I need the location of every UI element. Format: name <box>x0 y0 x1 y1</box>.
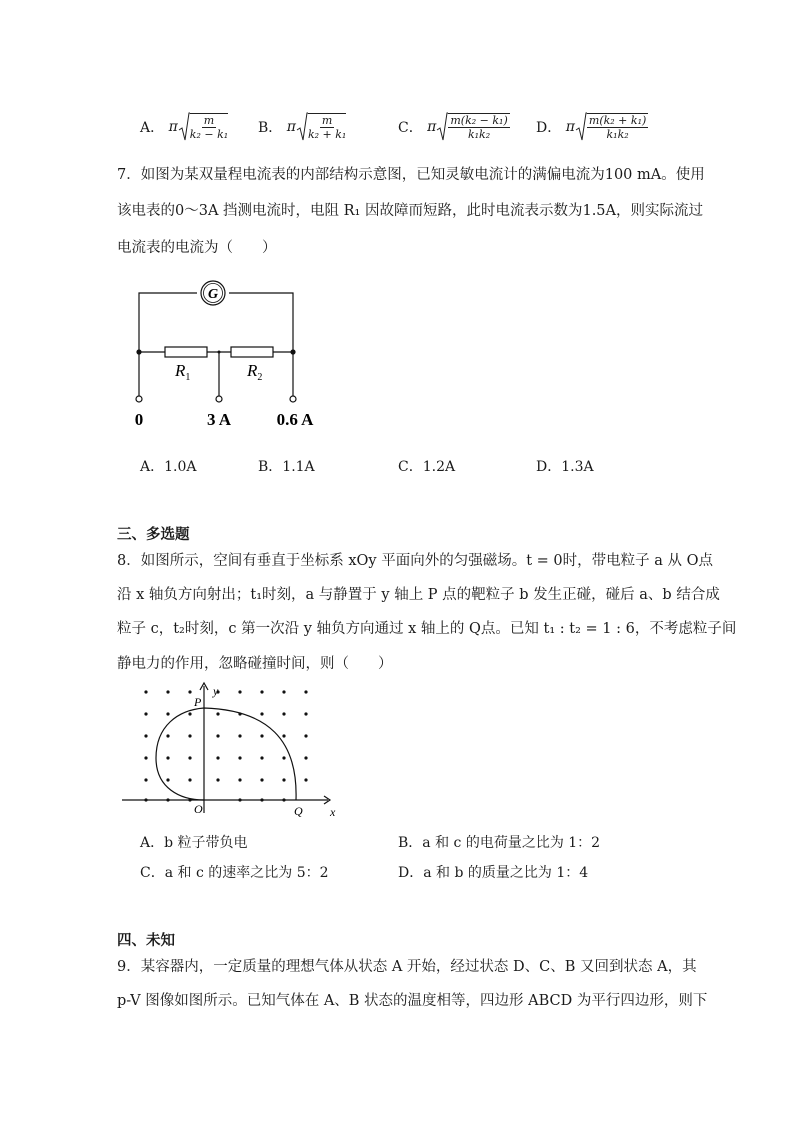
fraction-numerator: m <box>203 114 215 127</box>
terminal-06a-label: 0.6 A <box>276 410 314 429</box>
field-dot <box>282 712 285 715</box>
pi-symbol: π <box>286 119 296 135</box>
q6-option-d[interactable] <box>536 112 648 142</box>
circuit-diagram <box>125 278 335 433</box>
p-label: P <box>194 695 202 709</box>
galvanometer-label: G <box>207 287 219 302</box>
field-dot <box>144 778 147 781</box>
field-dots <box>144 690 307 801</box>
q6-option-a[interactable] <box>140 112 228 142</box>
field-dot <box>238 690 241 693</box>
junction-right <box>290 349 295 354</box>
field-dot <box>304 690 307 693</box>
junction-mid <box>218 351 221 354</box>
field-dot <box>144 756 147 759</box>
fraction-denominator: k₂ + k₁ <box>307 128 347 141</box>
resistor-r1 <box>165 347 207 357</box>
fraction-numerator: m(k₂ + k₁) <box>588 114 647 127</box>
q8-line1: 8．如图所示，空间有垂直于坐标系 xOy 平面向外的匀强磁场。t = 0时，带电粒子 a 从 O点 <box>117 553 713 569</box>
field-dot <box>216 734 219 737</box>
terminal-0-label: 0 <box>134 410 144 429</box>
fraction-numerator: m <box>321 114 333 127</box>
field-dot <box>188 778 191 781</box>
fraction-denominator: k₂ − k₁ <box>189 128 229 141</box>
field-dot <box>166 690 169 693</box>
field-dot <box>304 734 307 737</box>
sqrt-icon <box>296 112 308 142</box>
field-dot <box>144 690 147 693</box>
field-dot <box>304 756 307 759</box>
section-title-unknown: 四、未知 <box>117 932 175 949</box>
galvanometer <box>201 281 225 305</box>
q8-line2: 沿 x 轴负方向射出；t₁时刻，a 与静置于 y 轴上 P 点的靶粒子 b 发生正碰，碰后 a、b 结合成 <box>117 587 720 603</box>
terminal-0-node <box>136 396 142 402</box>
field-dot <box>238 756 241 759</box>
q7-option-b[interactable]: B．1.1A <box>258 459 315 475</box>
q8-line4: 静电力的作用，忽略碰撞时间，则（ ） <box>117 656 393 672</box>
q7-option-c[interactable]: C．1.2A <box>398 459 456 475</box>
q7-option-a[interactable]: A．1.0A <box>140 459 197 475</box>
fraction-denominator: k₁k₂ <box>606 128 629 141</box>
particle-trajectory <box>156 708 296 800</box>
magnetic-field-figure <box>118 680 338 820</box>
section-title-multi-choice: 三、多选题 <box>117 526 190 543</box>
q8-option-d[interactable]: D．a 和 b 的质量之比为 1：4 <box>398 865 589 881</box>
q7-line1: 7．如图为某双量程电流表的内部结构示意图，已知灵敏电流计的满偏电流为100 mA。使用 <box>117 167 705 183</box>
field-dot <box>260 690 263 693</box>
field-dot <box>144 734 147 737</box>
field-dot <box>216 756 219 759</box>
terminal-06a-node <box>290 396 296 402</box>
field-dot <box>188 734 191 737</box>
q8-option-c[interactable]: C．a 和 c 的速率之比为 5：2 <box>140 865 329 881</box>
q8-line3: 粒子 c，t₂时刻，c 第一次沿 y 轴负方向通过 x 轴上的 Q点。已知 t₁ : t₂ = 1 : 6，不考虑粒子间 <box>117 621 737 637</box>
q9-line2: p-V 图像如图所示。已知气体在 A、B 状态的温度相等，四边形 ABCD 为平行四边形，则下 <box>117 993 708 1009</box>
q9-line1: 9．某容器内，一定质量的理想气体从状态 A 开始，经过状态 D、C、B 又回到状态 A，其 <box>117 959 697 975</box>
r2-label: $R_2$ <box>247 361 263 383</box>
sqrt-icon <box>575 112 587 142</box>
fraction-denominator: k₁k₂ <box>467 128 491 141</box>
field-dot <box>144 712 147 715</box>
option-letter: B． <box>258 120 283 136</box>
field-dot <box>216 712 219 715</box>
origin-label: O <box>194 802 203 816</box>
field-dot <box>282 734 285 737</box>
wire-right-top <box>229 293 293 352</box>
field-dot <box>304 712 307 715</box>
field-dot <box>260 712 263 715</box>
field-dot <box>238 734 241 737</box>
resistor-r2 <box>231 347 273 357</box>
x-label: x <box>330 805 336 819</box>
option-letter: D． <box>536 120 562 136</box>
q7-line3: 电流表的电流为（ ） <box>117 240 277 256</box>
option-letter: C． <box>398 120 423 136</box>
field-dot <box>166 712 169 715</box>
field-dot <box>260 734 263 737</box>
field-dot <box>188 712 191 715</box>
option-letter: A． <box>140 120 165 136</box>
q-label: Q <box>294 804 303 818</box>
terminal-3a-node <box>216 396 222 402</box>
q8-option-b[interactable]: B．a 和 c 的电荷量之比为 1：2 <box>398 835 601 851</box>
field-dot <box>238 778 241 781</box>
field-dot <box>166 756 169 759</box>
field-dot <box>216 778 219 781</box>
q7-line2: 该电表的0～3A 挡测电流时，电阻 R₁ 因故障而短路，此时电流表示数为1.5A，则实际流过 <box>117 203 704 219</box>
junction-left <box>136 349 141 354</box>
y-label: y <box>213 684 219 698</box>
field-dot <box>282 756 285 759</box>
field-dot <box>188 690 191 693</box>
sqrt-icon <box>436 112 448 142</box>
field-dot <box>260 778 263 781</box>
q6-option-b[interactable] <box>258 112 346 142</box>
pi-symbol: π <box>168 119 178 135</box>
field-dot <box>188 756 191 759</box>
field-dot <box>282 690 285 693</box>
sqrt-icon <box>178 112 190 142</box>
field-dot <box>166 734 169 737</box>
terminal-3a-label: 3 A <box>206 410 232 429</box>
field-dot <box>166 778 169 781</box>
pi-symbol: π <box>427 119 437 135</box>
fraction-numerator: m(k₂ − k₁) <box>450 114 508 127</box>
field-dot <box>260 756 263 759</box>
field-dot <box>304 778 307 781</box>
q7-option-d[interactable]: D．1.3A <box>536 459 594 475</box>
r1-label: $R_1$ <box>175 361 191 383</box>
pi-symbol: π <box>565 119 575 135</box>
wire-left-top <box>139 293 197 352</box>
q8-option-a[interactable]: A．b 粒子带负电 <box>140 835 248 851</box>
q6-option-c[interactable] <box>398 112 510 142</box>
field-dot <box>282 778 285 781</box>
